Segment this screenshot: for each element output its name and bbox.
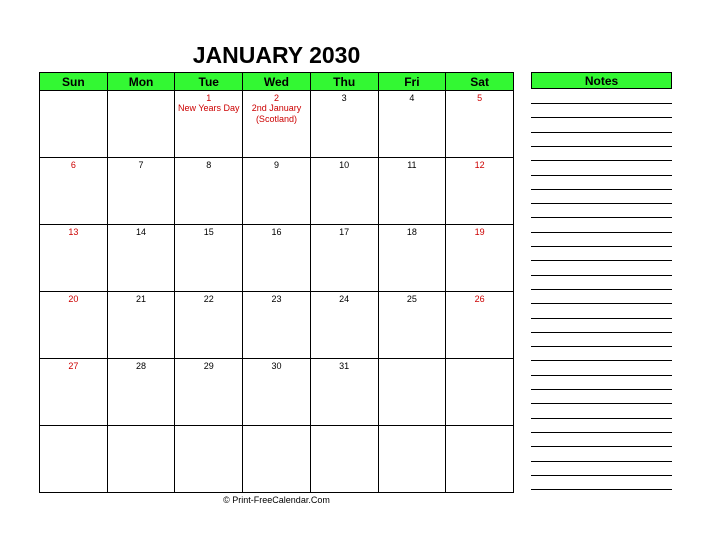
calendar-week-row	[40, 292, 514, 359]
notes-line	[531, 232, 672, 233]
day-number: 11	[407, 160, 417, 170]
day-number: 15	[203, 227, 214, 237]
notes-line	[531, 260, 672, 261]
notes-line	[531, 332, 672, 333]
weekday-header-wed: Wed	[243, 73, 311, 91]
notes-line	[531, 303, 672, 304]
day-number: 16	[271, 227, 282, 237]
notes-line	[531, 418, 672, 419]
day-number: 20	[68, 294, 79, 304]
calendar-day-cell	[175, 158, 243, 225]
notes-panel	[531, 72, 672, 89]
calendar-day-cell	[310, 91, 378, 158]
weekday-header-thu: Thu	[310, 73, 378, 91]
calendar-day-cell	[446, 359, 514, 426]
notes-line	[531, 360, 672, 361]
calendar-grid	[39, 72, 514, 493]
calendar-day-cell	[107, 292, 175, 359]
calendar-day-cell	[310, 292, 378, 359]
calendar-day-cell	[40, 91, 108, 158]
weekday-header-tue: Tue	[175, 73, 243, 91]
calendar-day-cell	[446, 91, 514, 158]
day-number: 25	[406, 294, 417, 304]
notes-line	[531, 432, 672, 433]
calendar-day-cell	[40, 359, 108, 426]
holiday-label: New Years Day	[177, 103, 240, 113]
footer-credit: © Print-FreeCalendar.Com	[223, 495, 330, 505]
day-number: 4	[409, 93, 415, 103]
day-number: 13	[68, 227, 79, 237]
day-number: 30	[271, 361, 282, 371]
day-number: 5	[477, 93, 483, 103]
notes-header: Notes	[531, 72, 672, 89]
notes-line	[531, 160, 672, 161]
day-number: 3	[341, 93, 347, 103]
calendar-day-cell	[378, 426, 446, 493]
calendar-day-cell	[310, 225, 378, 292]
calendar-day-cell	[107, 158, 175, 225]
calendar-day-cell	[243, 292, 311, 359]
holiday-label: 2nd January (Scotland)	[251, 103, 302, 124]
day-number: 1	[206, 93, 212, 103]
notes-line	[531, 475, 672, 476]
day-number: 9	[273, 160, 279, 170]
weekday-header-mon: Mon	[107, 73, 175, 91]
calendar-day-cell	[243, 359, 311, 426]
notes-line	[531, 146, 672, 147]
day-number: 10	[339, 160, 350, 170]
calendar-title: JANUARY 2030	[192, 42, 361, 68]
weekday-header-row	[40, 73, 514, 91]
notes-line	[531, 389, 672, 390]
calendar-day-cell	[175, 225, 243, 292]
notes-line	[531, 318, 672, 319]
calendar-day-cell	[446, 426, 514, 493]
day-number: 19	[474, 227, 485, 237]
notes-line	[531, 175, 672, 176]
day-number: 29	[203, 361, 214, 371]
day-number: 24	[339, 294, 350, 304]
calendar-day-cell	[378, 359, 446, 426]
calendar-day-cell	[243, 91, 311, 158]
calendar-day-cell	[175, 91, 243, 158]
notes-line	[531, 489, 672, 490]
calendar-day-cell	[40, 292, 108, 359]
calendar-week-row	[40, 359, 514, 426]
day-number: 14	[136, 227, 147, 237]
notes-line	[531, 189, 672, 190]
day-number: 2	[273, 93, 279, 103]
notes-line	[531, 203, 672, 204]
calendar-day-cell	[243, 225, 311, 292]
day-number: 18	[406, 227, 417, 237]
day-number: 17	[339, 227, 350, 237]
weekday-header-sun: Sun	[40, 73, 108, 91]
calendar-week-row	[40, 426, 514, 493]
notes-line	[531, 375, 672, 376]
calendar-day-cell	[446, 292, 514, 359]
calendar-day-cell	[310, 426, 378, 493]
calendar-day-cell	[107, 91, 175, 158]
calendar-day-cell	[40, 158, 108, 225]
day-number: 21	[136, 294, 147, 304]
day-number: 12	[474, 160, 485, 170]
calendar-day-cell	[310, 158, 378, 225]
day-number: 31	[339, 361, 350, 371]
day-number: 8	[206, 160, 212, 170]
notes-line	[531, 117, 672, 118]
calendar-day-cell	[107, 426, 175, 493]
calendar-day-cell	[40, 225, 108, 292]
calendar-day-cell	[175, 292, 243, 359]
notes-line	[531, 103, 672, 104]
calendar-day-cell	[243, 158, 311, 225]
calendar-day-cell	[446, 225, 514, 292]
notes-line	[531, 217, 672, 218]
notes-line	[531, 461, 672, 462]
calendar-week-row	[40, 158, 514, 225]
notes-line	[531, 275, 672, 276]
day-number: 26	[474, 294, 485, 304]
weekday-header-sat: Sat	[446, 73, 514, 91]
notes-line	[531, 346, 672, 347]
weekday-header-fri: Fri	[378, 73, 446, 91]
day-number: 22	[203, 294, 214, 304]
day-number: 27	[68, 361, 79, 371]
notes-line	[531, 132, 672, 133]
calendar-day-cell	[378, 158, 446, 225]
calendar-day-cell	[446, 158, 514, 225]
calendar-day-cell	[378, 225, 446, 292]
calendar-day-cell	[107, 359, 175, 426]
calendar-day-cell	[378, 91, 446, 158]
day-number: 6	[70, 160, 76, 170]
calendar-day-cell	[175, 426, 243, 493]
calendar-day-cell	[243, 426, 311, 493]
day-number: 7	[138, 160, 144, 170]
calendar-day-cell	[310, 359, 378, 426]
calendar-day-cell	[175, 359, 243, 426]
calendar-day-cell	[40, 426, 108, 493]
calendar-week-row	[40, 91, 514, 158]
notes-line	[531, 246, 672, 247]
day-number: 28	[136, 361, 147, 371]
notes-line	[531, 289, 672, 290]
notes-line	[531, 403, 672, 404]
day-number: 23	[271, 294, 282, 304]
calendar-day-cell	[378, 292, 446, 359]
calendar-day-cell	[107, 225, 175, 292]
notes-line	[531, 446, 672, 447]
calendar-week-row	[40, 225, 514, 292]
